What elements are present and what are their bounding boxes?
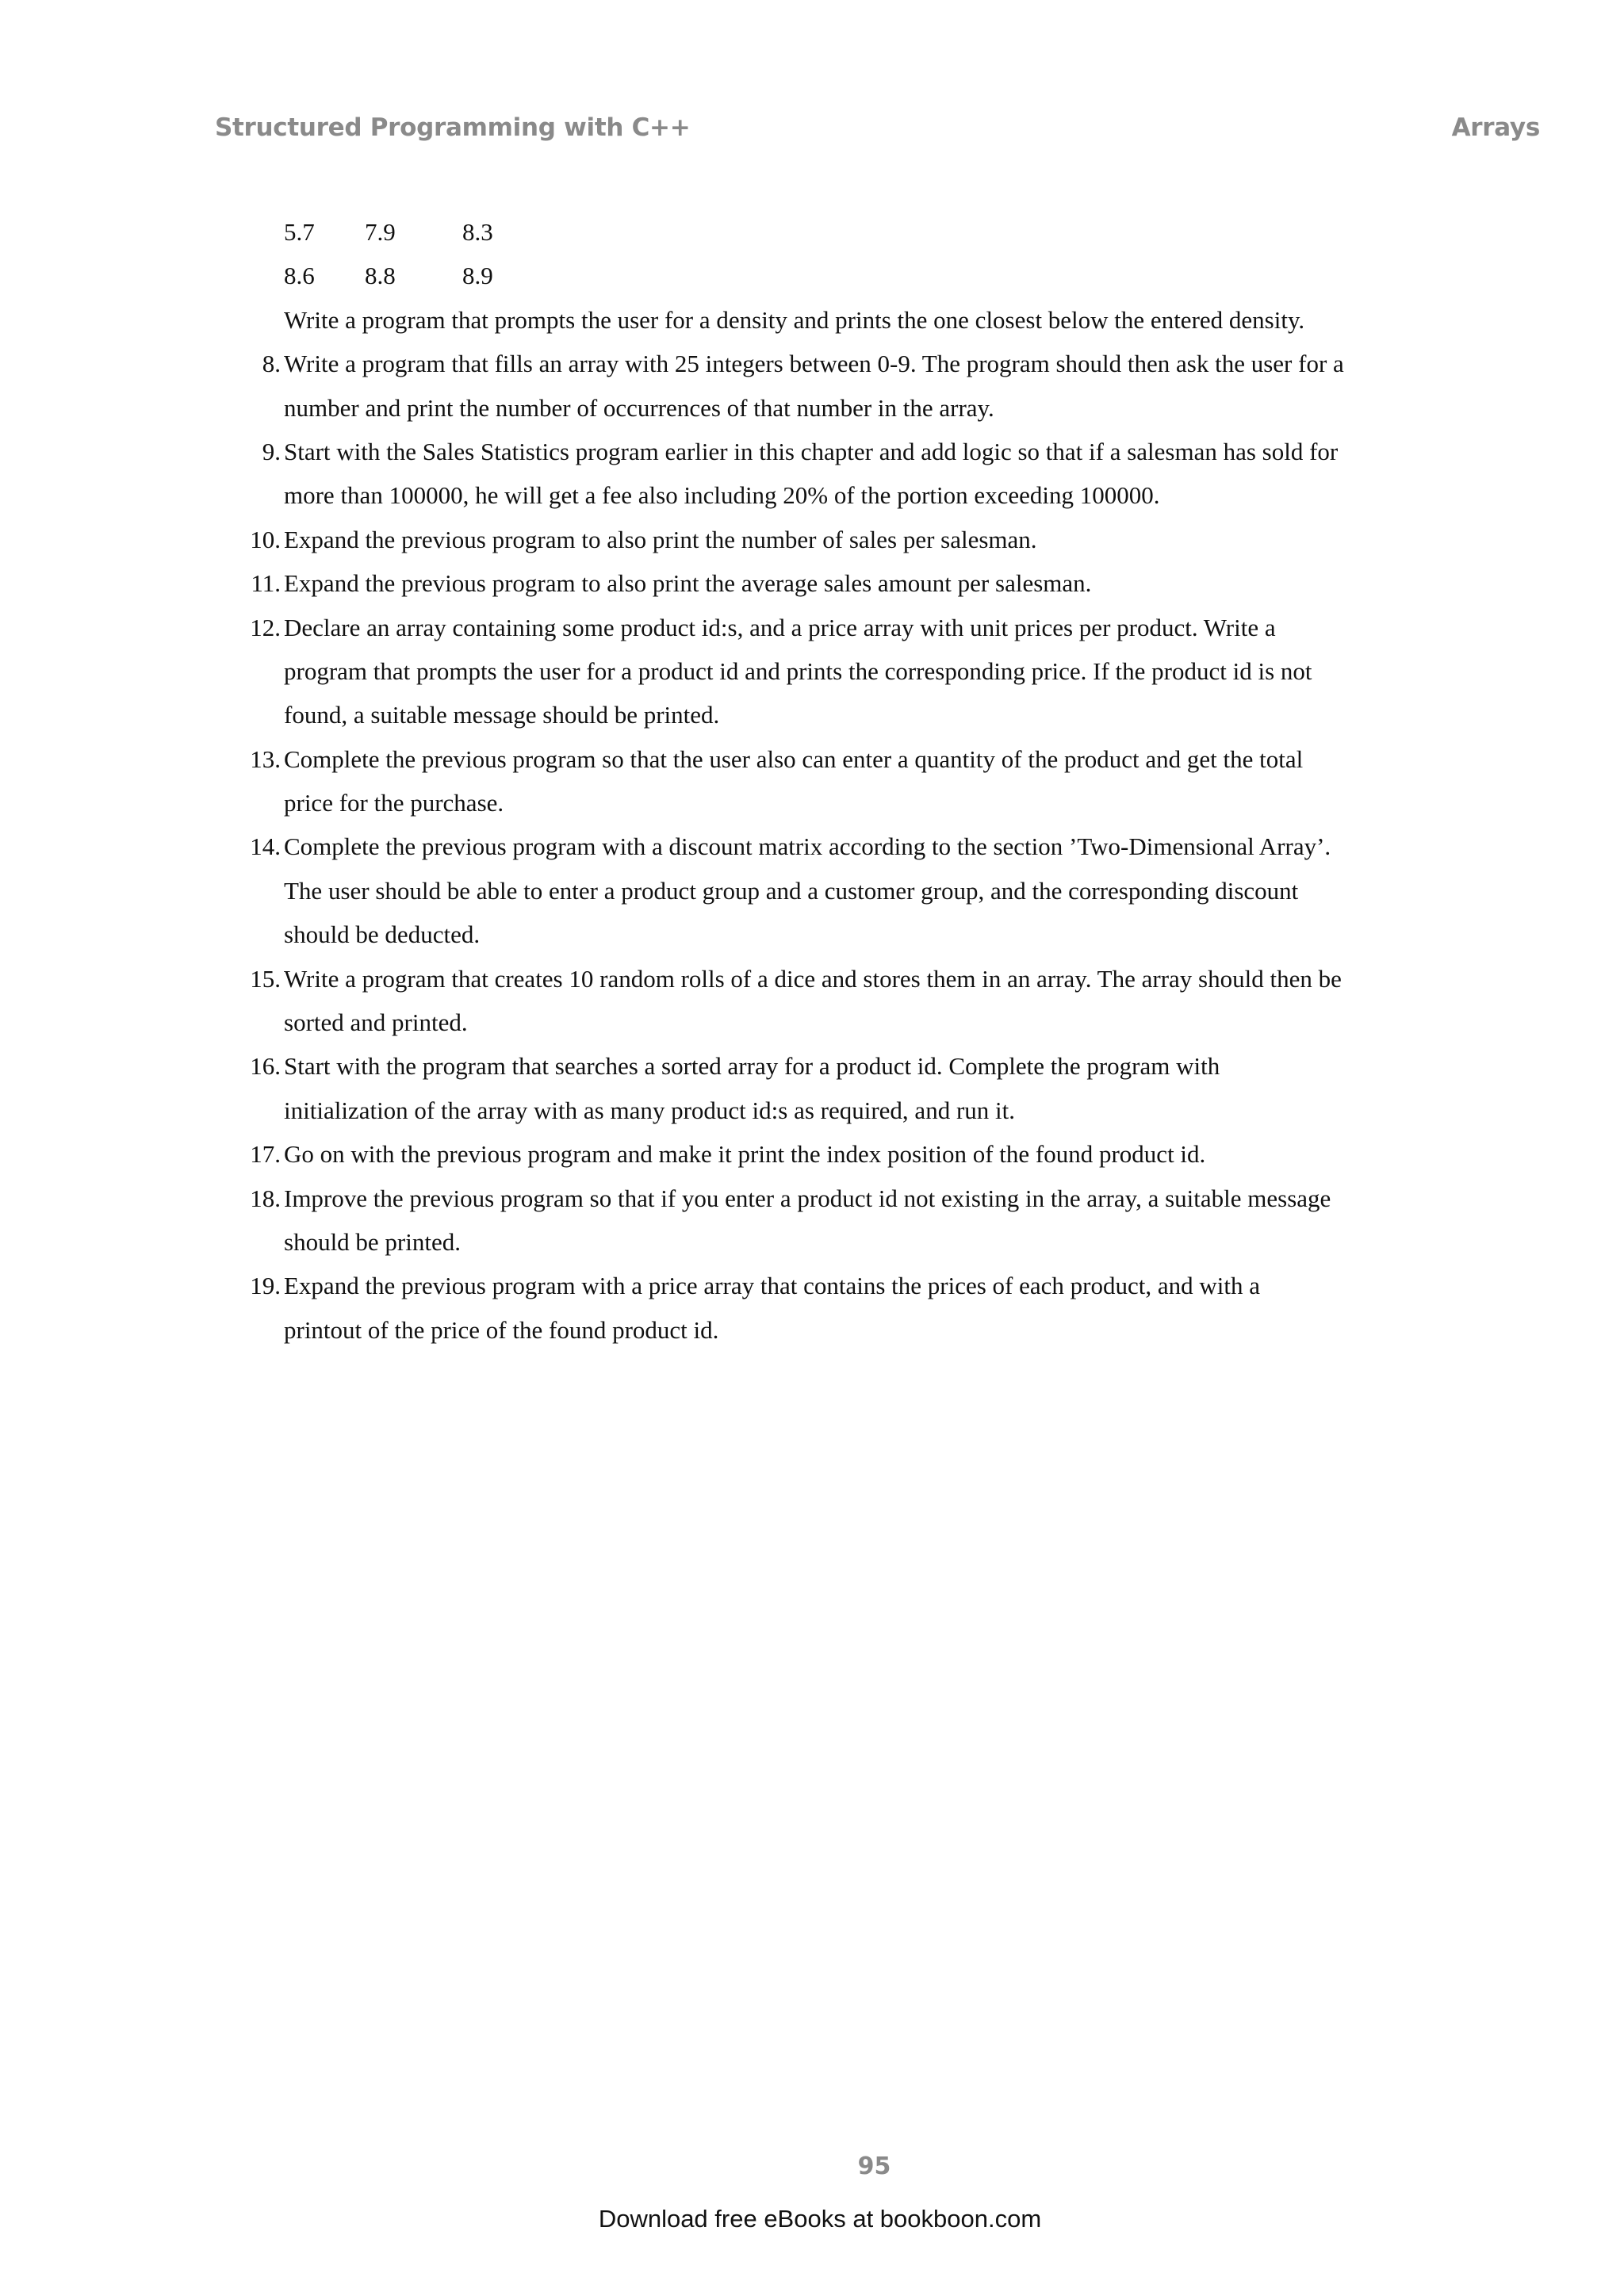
exercise-text: should be deducted. <box>284 920 481 949</box>
exercise-line <box>284 473 1553 517</box>
exercise-text: Complete the previous program so that the user also can enter a quantity of the product and get the total <box>284 744 1304 773</box>
exercise-text: Expand the previous program with a price array that contains the prices of each product, and with a <box>284 1272 1260 1300</box>
exercise-line <box>250 1264 1553 1307</box>
exercise-line <box>284 693 1553 737</box>
density-value: 7.9 <box>365 218 396 246</box>
exercise-number: 11. <box>251 569 281 598</box>
exercise-text: Declare an array containing some product id:s, and a price array with unit prices per product. Write a <box>284 613 1276 641</box>
exercise-line <box>250 1044 1553 1088</box>
exercise-text: Write a program that fills an array with 25 integers between 0-9. The program should then ask the user for a <box>284 350 1344 378</box>
exercise-line <box>251 561 1553 605</box>
running-header-title: Structured Programming with C++ <box>215 113 691 142</box>
exercise-number: 9. <box>262 437 281 465</box>
density-row <box>284 254 1553 297</box>
exercise-line <box>250 1177 1553 1220</box>
exercise-text: price for the purchase. <box>284 789 504 817</box>
exercise-text: Start with the Sales Statistics program earlier in this chapter and add logic so that if a salesman has sold for <box>284 437 1339 465</box>
exercise-text: Complete the previous program with a discount matrix according to the section ’Two-Dimensional Array’. <box>284 832 1331 861</box>
density-value: 8.6 <box>284 262 315 290</box>
exercise-line <box>262 430 1553 473</box>
exercise-number: 17. <box>250 1140 281 1169</box>
exercise-line <box>284 869 1553 913</box>
exercise-line <box>284 1220 1553 1264</box>
exercise-line <box>250 957 1553 1001</box>
exercise-text: Write a program that prompts the user for a density and prints the one closest below the entered density. <box>284 305 1305 334</box>
exercise-number: 8. <box>262 350 281 378</box>
exercise-line <box>250 825 1553 868</box>
page-number: 95 <box>857 2152 891 2180</box>
exercise-number: 15. <box>250 964 281 993</box>
exercise-line <box>250 737 1553 781</box>
density-value: 8.3 <box>462 218 493 246</box>
exercise-line <box>250 518 1553 561</box>
exercise-text: Expand the previous program to also print the number of sales per salesman. <box>284 525 1037 553</box>
exercise-line <box>250 1132 1553 1176</box>
exercise-continuation <box>284 298 1553 342</box>
exercise-number: 16. <box>250 1052 281 1081</box>
density-value: 8.9 <box>462 262 493 290</box>
exercise-text: Improve the previous program so that if you enter a product id not existing in the array, a suitable message <box>284 1184 1331 1212</box>
exercise-text: printout of the price of the found product id. <box>284 1315 719 1344</box>
exercise-list <box>250 210 1553 1352</box>
density-value: 8.8 <box>365 262 396 290</box>
density-value: 5.7 <box>284 218 315 246</box>
exercise-number: 13. <box>250 744 281 773</box>
exercise-line <box>284 386 1553 430</box>
exercise-line <box>284 781 1553 825</box>
exercise-line <box>284 649 1553 693</box>
exercise-line <box>284 1308 1553 1352</box>
exercise-text: The user should be able to enter a product group and a customer group, and the corresponding discount <box>284 876 1299 905</box>
exercise-text: Start with the program that searches a sorted array for a product id. Complete the program with <box>284 1052 1220 1081</box>
exercise-text: Write a program that creates 10 random rolls of a dice and stores them in an array. The array should then be <box>284 964 1342 993</box>
exercise-number: 12. <box>250 613 281 641</box>
footer-download-link: Download free eBooks at bookboon.com <box>598 2205 1042 2233</box>
exercise-text: program that prompts the user for a product id and prints the corresponding price. If the product id is not <box>284 656 1312 685</box>
exercise-text: number and print the number of occurrences of that number in the array. <box>284 393 994 422</box>
exercise-text: Go on with the previous program and make it print the index position of the found product id. <box>284 1140 1206 1169</box>
exercise-line <box>250 606 1553 649</box>
exercise-number: 14. <box>250 832 281 861</box>
exercise-text: found, a suitable message should be printed. <box>284 701 720 729</box>
exercise-text: Expand the previous program to also print the average sales amount per salesman. <box>284 569 1092 598</box>
exercise-number: 19. <box>250 1272 281 1300</box>
exercise-container <box>250 342 1553 1352</box>
running-header-chapter: Arrays <box>1451 113 1540 142</box>
exercise-text: should be printed. <box>284 1227 461 1256</box>
exercise-line <box>262 342 1553 385</box>
exercise-line <box>284 1001 1553 1044</box>
exercise-text: more than 100000, he will get a fee also including 20% of the portion exceeding 100000. <box>284 481 1160 510</box>
exercise-number: 18. <box>250 1184 281 1212</box>
exercise-line <box>284 913 1553 956</box>
exercise-text: sorted and printed. <box>284 1008 468 1037</box>
exercise-line <box>284 1089 1553 1132</box>
exercise-number: 10. <box>250 525 281 553</box>
density-row <box>284 210 1553 254</box>
exercise-text: initialization of the array with as many product id:s as required, and run it. <box>284 1096 1015 1124</box>
